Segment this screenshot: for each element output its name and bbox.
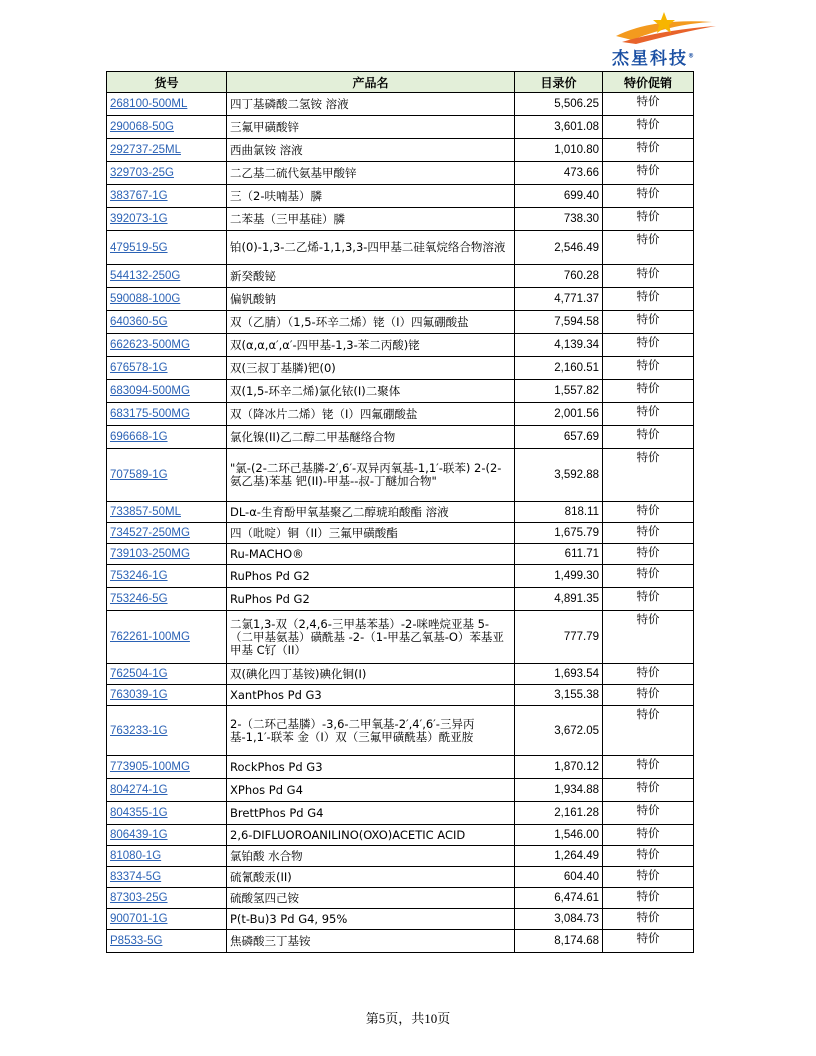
table-row: [107, 706, 694, 756]
table-row: [107, 357, 694, 380]
brand-name: 杰星科技®: [612, 49, 694, 69]
table-row: [107, 588, 694, 611]
product-code-link[interactable]: 83374-5G: [107, 867, 227, 888]
catalog-price: 738.30: [515, 208, 603, 231]
product-name: 氯化镍(II)乙二醇二甲基醚络合物: [227, 426, 515, 449]
promo-label: 特价: [603, 231, 694, 265]
product-code-link[interactable]: P8533-5G: [107, 930, 227, 953]
product-code-link[interactable]: 804274-1G: [107, 779, 227, 802]
catalog-price: 1,546.00: [515, 825, 603, 846]
catalog-price: 3,672.05: [515, 706, 603, 756]
promo-label: 特价: [603, 756, 694, 779]
product-code-link[interactable]: 806439-1G: [107, 825, 227, 846]
promo-label: 特价: [603, 334, 694, 357]
table-row: [107, 93, 694, 116]
promo-label: 特价: [603, 779, 694, 802]
table-row: [107, 311, 694, 334]
table-row: [107, 231, 694, 265]
catalog-price: 4,891.35: [515, 588, 603, 611]
promo-label: 特价: [603, 588, 694, 611]
product-name: 2,6-DIFLUOROANILINO(OXO)ACETIC ACID: [227, 825, 515, 846]
promo-label: 特价: [603, 523, 694, 544]
promo-label: 特价: [603, 357, 694, 380]
catalog-price: 4,139.34: [515, 334, 603, 357]
header-name: 产品名: [227, 72, 515, 93]
product-name: 双(碘化四丁基铵)碘化铜(I): [227, 664, 515, 685]
product-code-link[interactable]: 739103-250MG: [107, 544, 227, 565]
product-name: 硫酸氢四己铵: [227, 888, 515, 909]
product-name: BrettPhos Pd G4: [227, 802, 515, 825]
product-code-link[interactable]: 804355-1G: [107, 802, 227, 825]
product-code-link[interactable]: 753246-1G: [107, 565, 227, 588]
promo-label: 特价: [603, 403, 694, 426]
table-row: [107, 846, 694, 867]
table-row: [107, 867, 694, 888]
product-name: 西曲氯铵 溶液: [227, 139, 515, 162]
promo-label: 特价: [603, 116, 694, 139]
catalog-price: 611.71: [515, 544, 603, 565]
table-row: [107, 930, 694, 953]
catalog-price: 1,010.80: [515, 139, 603, 162]
promo-label: 特价: [603, 311, 694, 334]
table-row: [107, 685, 694, 706]
promo-label: 特价: [603, 265, 694, 288]
product-code-link[interactable]: 290068-50G: [107, 116, 227, 139]
product-code-link[interactable]: 81080-1G: [107, 846, 227, 867]
promo-label: 特价: [603, 449, 694, 502]
catalog-price: 2,161.28: [515, 802, 603, 825]
catalog-price: 1,557.82: [515, 380, 603, 403]
table-header-row: [107, 72, 694, 93]
catalog-price: 5,506.25: [515, 93, 603, 116]
table-row: [107, 380, 694, 403]
product-code-link[interactable]: 479519-5G: [107, 231, 227, 265]
promo-label: 特价: [603, 909, 694, 930]
promo-label: 特价: [603, 685, 694, 706]
promo-label: 特价: [603, 288, 694, 311]
table-row: [107, 611, 694, 664]
catalog-price: 1,264.49: [515, 846, 603, 867]
table-row: [107, 208, 694, 231]
product-code-link[interactable]: 762261-100MG: [107, 611, 227, 664]
table-row: [107, 544, 694, 565]
product-code-link[interactable]: 733857-50ML: [107, 502, 227, 523]
promo-label: 特价: [603, 139, 694, 162]
product-code-link[interactable]: 773905-100MG: [107, 756, 227, 779]
promo-label: 特价: [603, 930, 694, 953]
product-code-link[interactable]: 676578-1G: [107, 357, 227, 380]
product-code-link[interactable]: 734527-250MG: [107, 523, 227, 544]
catalog-price: 1,934.88: [515, 779, 603, 802]
page-number: 第5页，共10页: [365, 1011, 451, 1026]
promo-label: 特价: [603, 846, 694, 867]
catalog-price: 8,174.68: [515, 930, 603, 953]
product-name: 三（2-呋喃基）膦: [227, 185, 515, 208]
product-code-link[interactable]: 292737-25ML: [107, 139, 227, 162]
product-name: 双(1,5-环辛二烯)氯化铱(I)二聚体: [227, 380, 515, 403]
product-name: 三氟甲磺酸锌: [227, 116, 515, 139]
product-name: Ru-MACHO®: [227, 544, 515, 565]
product-code-link[interactable]: 696668-1G: [107, 426, 227, 449]
table-row: [107, 502, 694, 523]
catalog-price: 777.79: [515, 611, 603, 664]
product-code-link[interactable]: 763039-1G: [107, 685, 227, 706]
promo-label: 特价: [603, 802, 694, 825]
product-name: 铂(0)-1,3-二乙烯-1,1,3,3-四甲基二硅氧烷络合物溶液: [227, 231, 515, 265]
catalog-price: 604.40: [515, 867, 603, 888]
product-name: P(t-Bu)3 Pd G4, 95%: [227, 909, 515, 930]
product-name: RuPhos Pd G2: [227, 588, 515, 611]
catalog-price: 3,592.88: [515, 449, 603, 502]
product-name: 偏钒酸钠: [227, 288, 515, 311]
catalog-price: 760.28: [515, 265, 603, 288]
product-name: 焦磷酸三丁基铵: [227, 930, 515, 953]
product-code-link[interactable]: 900701-1G: [107, 909, 227, 930]
table-row: [107, 185, 694, 208]
product-name: 双（降冰片二烯）铑（I）四氟硼酸盐: [227, 403, 515, 426]
promo-label: 特价: [603, 208, 694, 231]
table-row: [107, 162, 694, 185]
promo-label: 特价: [603, 565, 694, 588]
table-row: [107, 909, 694, 930]
table-row: [107, 334, 694, 357]
catalog-price: 1,693.54: [515, 664, 603, 685]
logo-swoosh-icon: [612, 10, 722, 46]
table-row: [107, 116, 694, 139]
table-row: [107, 565, 694, 588]
product-code-link[interactable]: 753246-5G: [107, 588, 227, 611]
catalog-price: 3,601.08: [515, 116, 603, 139]
catalog-price: 1,870.12: [515, 756, 603, 779]
product-code-link[interactable]: 268100-500ML: [107, 93, 227, 116]
product-name: DL-α-生育酚甲氧基聚乙二醇琥珀酸酯 溶液: [227, 502, 515, 523]
product-code-link[interactable]: 544132-250G: [107, 265, 227, 288]
product-code-link[interactable]: 640360-5G: [107, 311, 227, 334]
catalog-price: 3,084.73: [515, 909, 603, 930]
promo-label: 特价: [603, 185, 694, 208]
product-name: 2-（二环己基膦）-3,6-二甲氧基-2′,4′,6′-三异丙基-1,1′-联苯 金（I）双（三氟甲磺酰基）酰亚胺: [227, 706, 515, 756]
catalog-price: 2,001.56: [515, 403, 603, 426]
catalog-price: 7,594.58: [515, 311, 603, 334]
catalog-price: 3,155.38: [515, 685, 603, 706]
table-row: [107, 802, 694, 825]
product-name: 双（乙腈）（1,5-环辛二烯）铑（I）四氟硼酸盐: [227, 311, 515, 334]
table-row: [107, 449, 694, 502]
product-code-link[interactable]: 763233-1G: [107, 706, 227, 756]
product-code-link[interactable]: 329703-25G: [107, 162, 227, 185]
catalog-price: 1,675.79: [515, 523, 603, 544]
promo-label: 特价: [603, 502, 694, 523]
table-row: [107, 825, 694, 846]
catalog-price: 699.40: [515, 185, 603, 208]
header-code: 货号: [107, 72, 227, 93]
promo-label: 特价: [603, 162, 694, 185]
promo-label: 特价: [603, 611, 694, 664]
table-row: [107, 403, 694, 426]
product-name: 新癸酸铋: [227, 265, 515, 288]
catalog-price: 2,546.49: [515, 231, 603, 265]
product-name: 四丁基磷酸二氢铵 溶液: [227, 93, 515, 116]
promo-label: 特价: [603, 426, 694, 449]
table-row: [107, 888, 694, 909]
table-row: [107, 756, 694, 779]
product-name: 双(α,α,α′,α′-四甲基-1,3-苯二丙酸)铑: [227, 334, 515, 357]
product-name: 氯铂酸 水合物: [227, 846, 515, 867]
product-code-link[interactable]: 762504-1G: [107, 664, 227, 685]
promo-label: 特价: [603, 380, 694, 403]
brand-logo: [612, 10, 722, 68]
product-name: 二氯1,3-双（2,4,6-三甲基苯基）-2-咪唑烷亚基 5-（二甲基氨基）磺酰基 -2-（1-甲基乙氧基-O）苯基亚甲基 C钌（II）: [227, 611, 515, 664]
product-code-link[interactable]: 662623-500MG: [107, 334, 227, 357]
header-price: 目录价: [515, 72, 603, 93]
promo-label: 特价: [603, 706, 694, 756]
product-name: 二苯基（三甲基硅）膦: [227, 208, 515, 231]
table-row: [107, 664, 694, 685]
catalog-price: 473.66: [515, 162, 603, 185]
promo-label: 特价: [603, 888, 694, 909]
product-name: 硫氰酸汞(II): [227, 867, 515, 888]
table-row: [107, 265, 694, 288]
product-code-link[interactable]: 707589-1G: [107, 449, 227, 502]
product-code-link[interactable]: 383767-1G: [107, 185, 227, 208]
promo-label: 特价: [603, 93, 694, 116]
catalog-price: 4,771.37: [515, 288, 603, 311]
product-name: 二乙基二硫代氨基甲酸锌: [227, 162, 515, 185]
price-list-table: [106, 71, 694, 953]
product-name: XantPhos Pd G3: [227, 685, 515, 706]
table-row: [107, 139, 694, 162]
promo-label: 特价: [603, 664, 694, 685]
product-code-link[interactable]: 683175-500MG: [107, 403, 227, 426]
product-name: 四（吡啶）铜（II）三氟甲磺酸酯: [227, 523, 515, 544]
product-code-link[interactable]: 590088-100G: [107, 288, 227, 311]
catalog-price: 6,474.61: [515, 888, 603, 909]
table-row: [107, 523, 694, 544]
product-name: RockPhos Pd G3: [227, 756, 515, 779]
product-name: RuPhos Pd G2: [227, 565, 515, 588]
product-code-link[interactable]: 392073-1G: [107, 208, 227, 231]
table-row: [107, 288, 694, 311]
product-name: 双(三叔丁基膦)钯(0): [227, 357, 515, 380]
promo-label: 特价: [603, 544, 694, 565]
product-code-link[interactable]: 683094-500MG: [107, 380, 227, 403]
promo-label: 特价: [603, 867, 694, 888]
promo-label: 特价: [603, 825, 694, 846]
table-row: [107, 426, 694, 449]
header-promo: 特价促销: [603, 72, 694, 93]
product-name: "氯-(2-二环己基膦-2′,6′-双异丙氧基-1,1′-联苯) 2-(2-氨乙基)苯基 钯(II)-甲基--叔-丁醚加合物": [227, 449, 515, 502]
product-name: XPhos Pd G4: [227, 779, 515, 802]
catalog-price: 1,499.30: [515, 565, 603, 588]
product-code-link[interactable]: 87303-25G: [107, 888, 227, 909]
catalog-price: 657.69: [515, 426, 603, 449]
catalog-price: 818.11: [515, 502, 603, 523]
table-row: [107, 779, 694, 802]
catalog-price: 2,160.51: [515, 357, 603, 380]
